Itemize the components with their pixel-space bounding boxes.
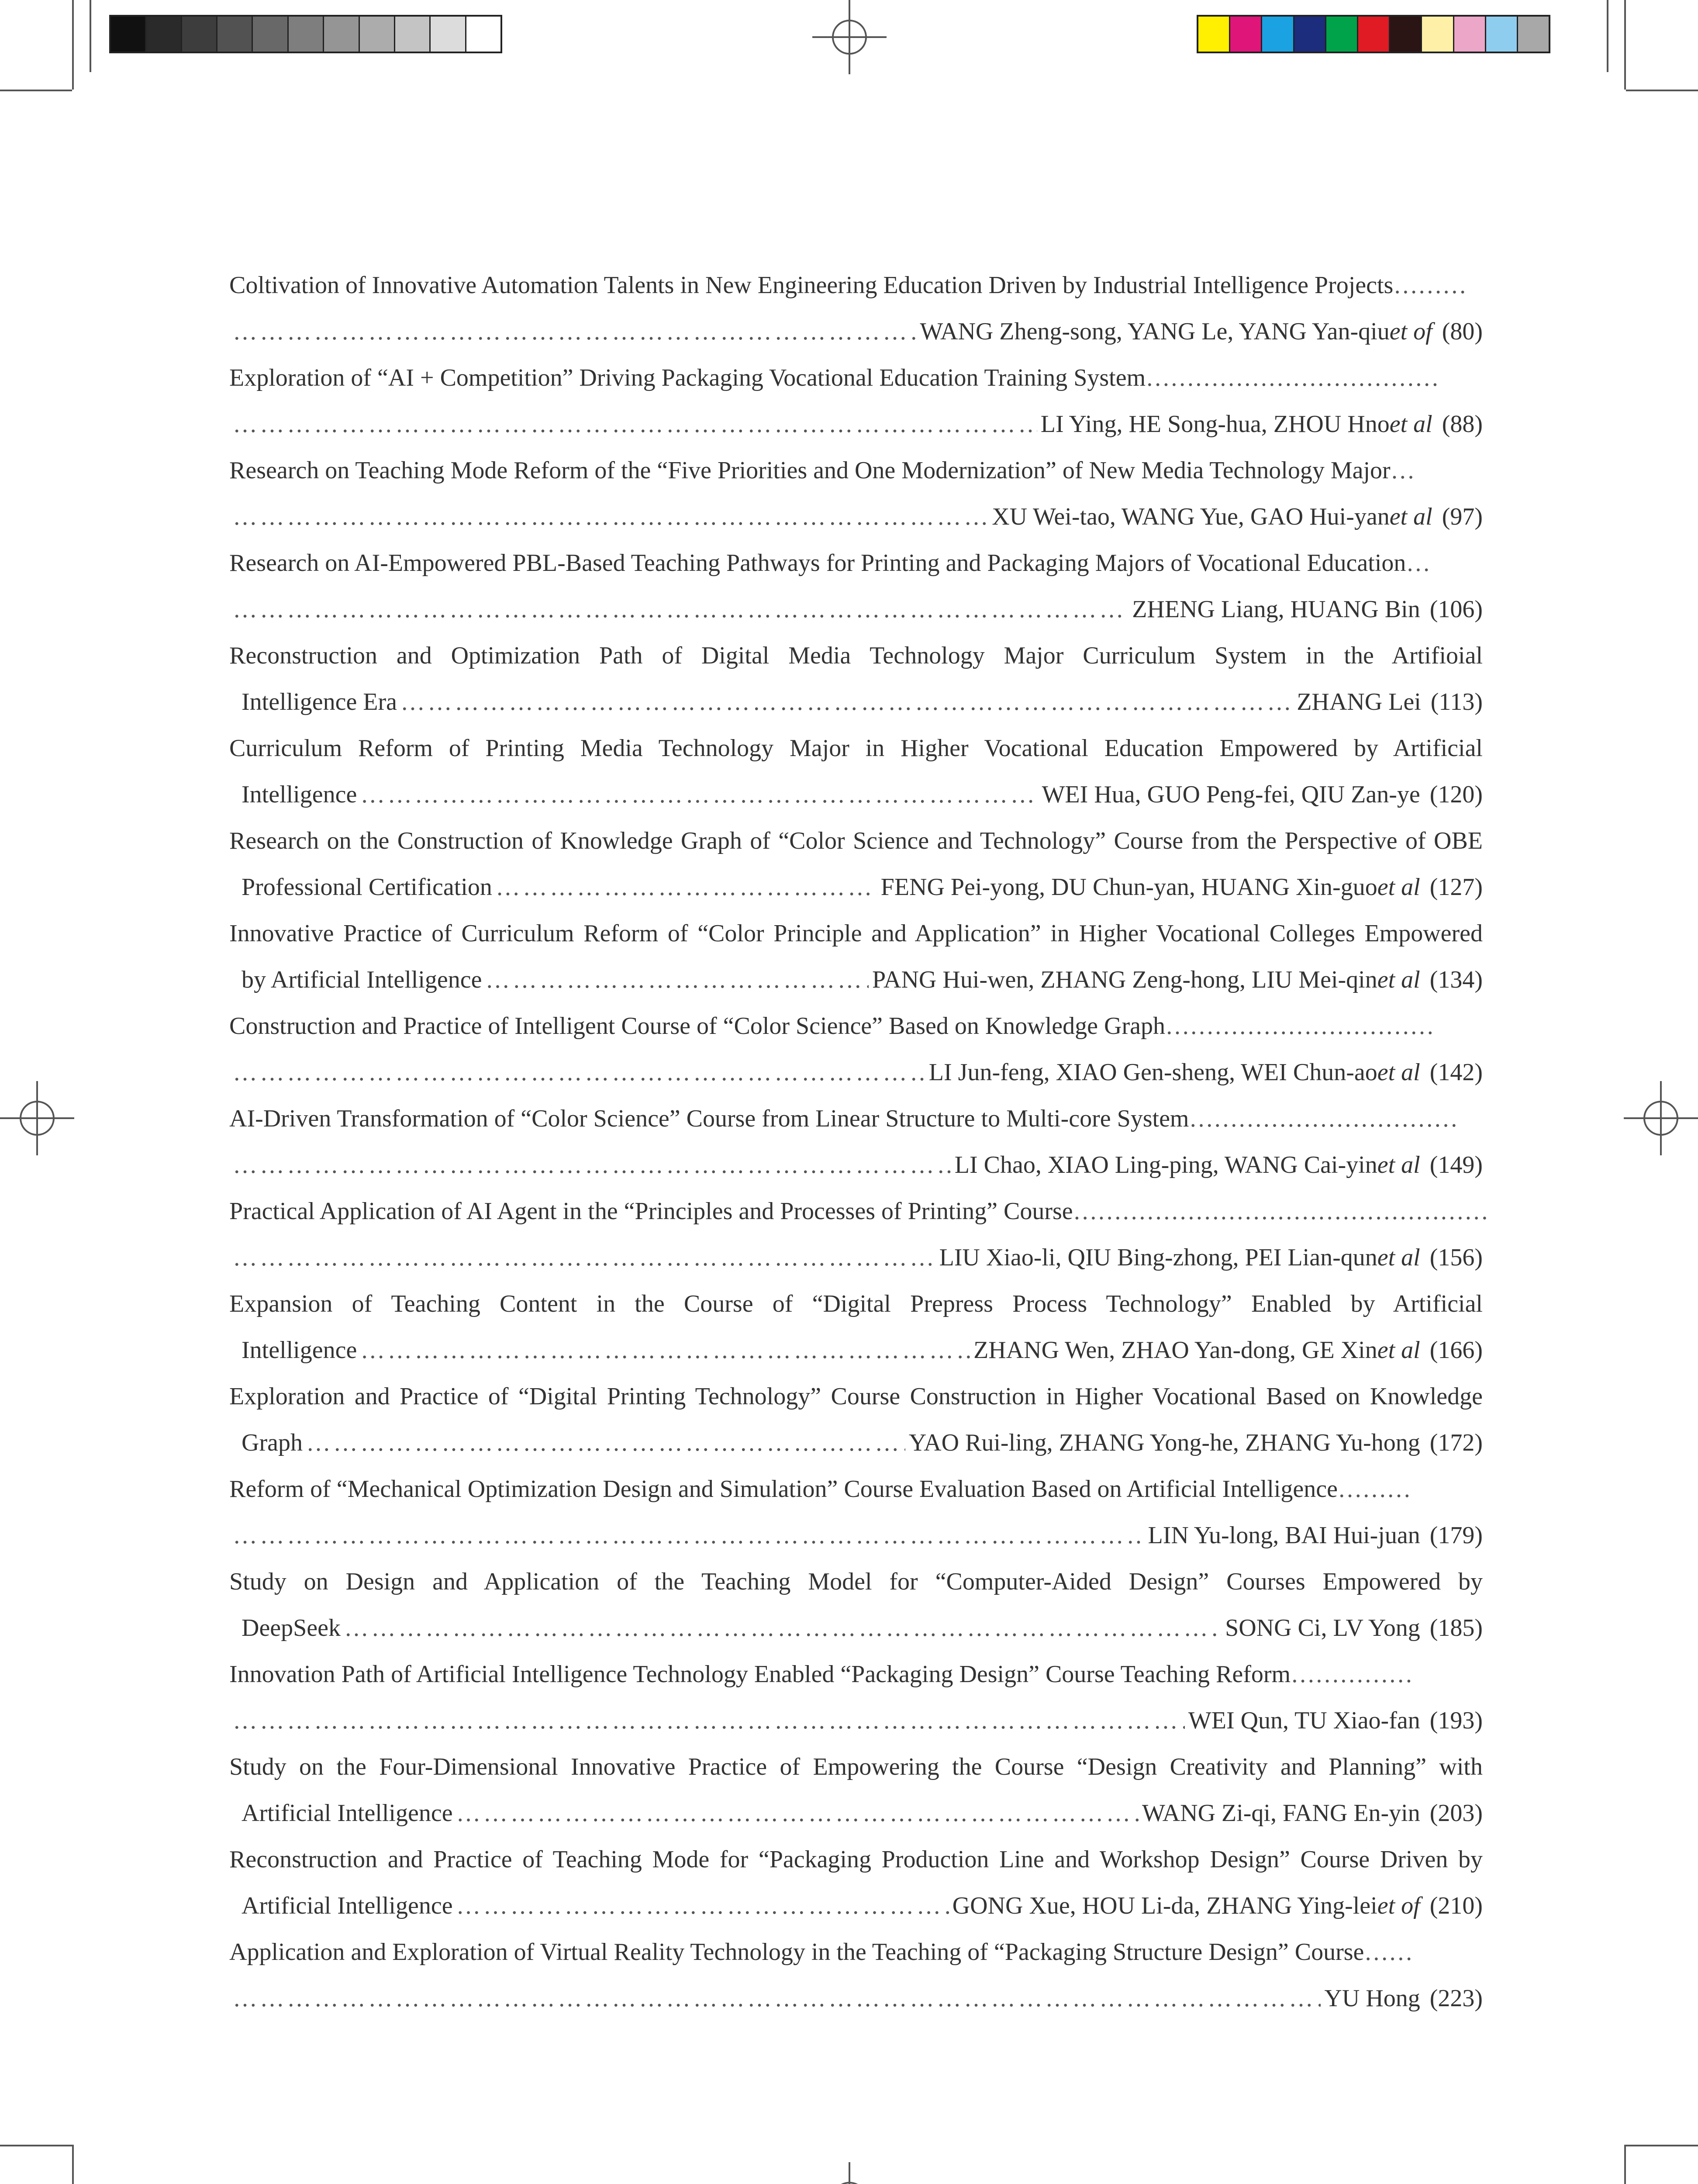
toc-entry-title: Study on the Four-Dimensional Innovative Practice of Empowering the Course “Design Creativity and Planning” with (229, 1753, 1483, 1780)
toc-entry-title-leader: ……………………………… (1146, 364, 1439, 391)
toc-entry-authors: ZHANG Wen, ZHAO Yan-dong, GE Xin (973, 1337, 1377, 1364)
toc-dot-leader (360, 1327, 970, 1373)
toc-entry-title: Application and Exploration of Virtual Reality Technology in the Teaching of “Packaging Structure Design” Course (229, 1939, 1364, 1966)
toc-entry-etal: et al (1377, 1059, 1420, 1086)
toc-entry-authors: ZHANG Lei (1297, 688, 1421, 715)
toc-entry-authors: YU Hong (1324, 1985, 1420, 2012)
toc-entry-title: Curriculum Reform of Printing Media Technology Major in Higher Vocational Education Empowered by Artificial (229, 735, 1483, 762)
toc-entry-page-number: (203) (1429, 1800, 1483, 1827)
crop-mark (1626, 90, 1698, 91)
toc-entry-authors: LI Ying, HE Song-hua, ZHOU Hno (1040, 411, 1390, 438)
crop-mark (1626, 2145, 1698, 2146)
toc-entry (229, 262, 1483, 355)
toc-entry-title-continuation: Artificial Intelligence (242, 1892, 453, 1919)
toc-entry-title: Reconstruction and Practice of Teaching Mode for “Packaging Production Line and Workshop Design” Course Driven by (229, 1846, 1483, 1873)
toc-entry-page-number: (80) (1442, 318, 1483, 345)
toc-entry (229, 540, 1483, 632)
toc-entry (229, 1095, 1483, 1188)
toc-entry (229, 1281, 1483, 1373)
toc-entry-page-number: (210) (1429, 1892, 1483, 1919)
toc-entry-page-number: (172) (1429, 1429, 1483, 1456)
calibration-swatch (182, 17, 217, 52)
toc-dot-leader (456, 1883, 949, 1929)
toc-entry-title: Reconstruction and Optimization Path of Digital Media Technology Major Curriculum System in the Artifioial (229, 642, 1483, 669)
toc-dot-leader (400, 679, 1293, 725)
toc-entry-page-number: (166) (1429, 1337, 1483, 1364)
crop-mark (1624, 2145, 1626, 2184)
toc-entry-etal: et al (1389, 411, 1432, 438)
toc-entry (229, 1188, 1489, 1281)
calibration-swatch (466, 17, 500, 52)
toc-entry-title: AI-Driven Transformation of “Color Science” Course from Linear Structure to Multi-core System (229, 1105, 1189, 1132)
toc-entry-title: Research on the Construction of Knowledge Graph of “Color Science and Technology” Course from the Perspective of OBE (229, 827, 1483, 854)
toc-entry (229, 1929, 1483, 2022)
toc-entry-title: Innovation Path of Artificial Intelligence Technology Enabled “Packaging Design” Course Teaching Reform (229, 1661, 1291, 1688)
calibration-swatch (360, 17, 395, 52)
toc-entry-authors: WEI Hua, GUO Peng-fei, QIU Zan-ye (1042, 781, 1420, 808)
calibration-swatch (253, 17, 288, 52)
toc-entry-authors: WANG Zi-qi, FANG En-yin (1142, 1800, 1420, 1827)
toc-dot-leader (456, 1790, 1139, 1836)
toc-entry-title-leader: …………………………………………… (1073, 1198, 1489, 1225)
crop-mark (72, 2145, 74, 2184)
toc-dot-leader (233, 494, 988, 540)
toc-entry-title-continuation: by Artificial Intelligence (242, 966, 482, 993)
registration-mark-left (0, 1081, 74, 1155)
toc-entry (229, 355, 1483, 447)
toc-dot-leader (233, 1142, 951, 1188)
toc-dot-leader (360, 771, 1038, 818)
toc-entry (229, 632, 1483, 725)
toc-entry-page-number: (179) (1429, 1522, 1483, 1549)
toc-entry-authors: GONG Xue, HOU Li-da, ZHANG Ying-lei (952, 1892, 1377, 1919)
crop-mark (0, 90, 72, 91)
toc-entry-title-continuation: Intelligence (242, 781, 357, 808)
toc-dot-leader (233, 1234, 936, 1281)
toc-entry (229, 1744, 1483, 1836)
toc-dot-leader (485, 957, 869, 1003)
toc-entry-etal: et of (1377, 1892, 1420, 1919)
toc-entry (229, 818, 1483, 910)
toc-entry-title-leader: …………………………… (1165, 1013, 1434, 1040)
toc-entry-title-leader: ……… (1393, 272, 1467, 299)
toc-dot-leader (233, 1697, 1185, 1744)
toc-entry-title: Exploration of “AI + Competition” Driving Packaging Vocational Education Training System (229, 364, 1146, 391)
toc-entry-title-leader: …………… (1291, 1661, 1413, 1688)
calibration-swatch (1518, 17, 1549, 52)
toc-entry (229, 1559, 1483, 1651)
toc-entry-title-continuation: Graph (242, 1429, 303, 1456)
toc-entry-authors: YAO Rui-ling, ZHANG Yong-he, ZHANG Yu-hong (908, 1429, 1420, 1456)
calibration-swatch (1390, 17, 1422, 52)
toc-entry (229, 1836, 1483, 1929)
toc-entry-title: Coltivation of Innovative Automation Talents in New Engineering Education Driven by Industrial Intelligence Projects (229, 272, 1394, 299)
toc-entry-title-continuation: Intelligence Era (242, 688, 397, 715)
calibration-swatch (1326, 17, 1358, 52)
calibration-swatch (1262, 17, 1294, 52)
toc-entry-title-continuation: Artificial Intelligence (242, 1800, 453, 1827)
toc-entry-etal: et al (1377, 966, 1420, 993)
calibration-swatch (1294, 17, 1326, 52)
crop-mark (72, 0, 74, 90)
toc-entry-title-continuation: DeepSeek (242, 1614, 341, 1641)
toc-entry (229, 725, 1483, 818)
calibration-swatch (1486, 17, 1518, 52)
toc-entry-authors: SONG Ci, LV Yong (1225, 1614, 1420, 1641)
crop-mark (0, 2145, 72, 2146)
calibration-swatch (217, 17, 253, 52)
toc-dot-leader (233, 1512, 1145, 1559)
calibration-swatch (111, 17, 146, 52)
toc-entry-authors: XU Wei-tao, WANG Yue, GAO Hui-yan (992, 503, 1390, 530)
toc-entry-page-number: (193) (1429, 1707, 1483, 1734)
toc-entry-page-number: (127) (1429, 874, 1483, 901)
toc-entry-authors: WANG Zheng-song, YANG Le, YANG Yan-qiu (920, 318, 1390, 345)
crop-mark (90, 0, 91, 72)
toc-dot-leader (233, 401, 1037, 447)
toc-entry (229, 1373, 1483, 1466)
toc-entry-title-leader: ……… (1337, 1476, 1411, 1503)
crop-mark (1624, 0, 1626, 90)
toc-dot-leader (306, 1420, 905, 1466)
toc-entry-authors: LIU Xiao-li, QIU Bing-zhong, PEI Lian-qun (939, 1244, 1377, 1271)
toc-entry-title: Study on Design and Application of the Teaching Model for “Computer-Aided Design” Courses Empowered by (229, 1568, 1483, 1595)
toc-entry-title: Research on Teaching Mode Reform of the “Five Priorities and One Modernization” of New Media Technology Major (229, 457, 1391, 484)
color-calibration-bar (1197, 15, 1550, 53)
toc-entry-authors: FENG Pei-yong, DU Chun-yan, HUANG Xin-guo (880, 874, 1377, 901)
toc-entry-page-number: (223) (1429, 1985, 1483, 2012)
toc-dot-leader (233, 308, 916, 355)
toc-entry-title-continuation: Professional Certification (242, 874, 492, 901)
toc-dot-leader (496, 864, 877, 910)
toc-entry-page-number: (142) (1429, 1059, 1483, 1086)
toc-entry-page-number: (156) (1429, 1244, 1483, 1271)
toc-entry (229, 1003, 1483, 1095)
toc-entry-authors: ZHENG Liang, HUANG Bin (1132, 596, 1420, 623)
toc-entry-page-number: (106) (1429, 596, 1483, 623)
toc-entry (229, 447, 1483, 540)
toc-dot-leader (233, 1049, 925, 1095)
toc-entry-title: Construction and Practice of Intelligent Course of “Color Science” Based on Knowledge Graph (229, 1013, 1165, 1040)
toc-entry-authors: LI Jun-feng, XIAO Gen-sheng, WEI Chun-ao (928, 1059, 1377, 1086)
calibration-swatch (146, 17, 182, 52)
toc-entry-etal: et al (1377, 874, 1420, 901)
toc-entry-title-leader: … (1390, 457, 1415, 484)
toc-entry (229, 910, 1483, 1003)
toc-dot-leader (344, 1605, 1222, 1651)
toc-entry-authors: WEI Qun, TU Xiao-fan (1188, 1707, 1420, 1734)
toc-entry-title: Innovative Practice of Curriculum Reform of “Color Principle and Application” in Higher Vocational Colleges Empowered (229, 920, 1483, 947)
toc-entry-page-number: (120) (1429, 781, 1483, 808)
calibration-swatch (1230, 17, 1262, 52)
registration-mark-right (1624, 1081, 1698, 1155)
toc-entry-page-number: (88) (1442, 411, 1483, 438)
toc-dot-leader (233, 1975, 1321, 2022)
calibration-swatch (1422, 17, 1454, 52)
toc-entry-title: Practical Application of AI Agent in the “Principles and Processes of Printing” Course (229, 1198, 1073, 1225)
toc-entry-title-leader: … (1406, 549, 1431, 577)
calibration-swatch (1198, 17, 1230, 52)
registration-mark-top (812, 0, 887, 74)
toc-entry-page-number: (97) (1442, 503, 1483, 530)
toc-entry-etal: et al (1377, 1337, 1420, 1364)
toc-entry-page-number: (149) (1429, 1151, 1483, 1178)
toc-entry-etal: et of (1389, 318, 1432, 345)
toc-entry-title: Reform of “Mechanical Optimization Design and Simulation” Course Evaluation Based on Artificial Intelligence (229, 1476, 1338, 1503)
toc-entry-etal: et al (1377, 1151, 1420, 1178)
calibration-swatch (289, 17, 324, 52)
calibration-swatch (395, 17, 431, 52)
toc-entry-title: Expansion of Teaching Content in the Course of “Digital Prepress Process Technology” Enabled by Artificial (229, 1290, 1483, 1317)
toc-entry-authors: LI Chao, XIAO Ling-ping, WANG Cai-yin (954, 1151, 1377, 1178)
toc-entry-title-continuation: Intelligence (242, 1337, 357, 1364)
toc-entry-title: Research on AI-Empowered PBL-Based Teaching Pathways for Printing and Packaging Majors of Vocational Education (229, 549, 1406, 577)
toc-entry-title-leader: …………………………… (1189, 1105, 1458, 1132)
toc-entry-page-number: (134) (1429, 966, 1483, 993)
toc-entry-title-leader: …… (1364, 1939, 1413, 1966)
toc-entry-page-number: (185) (1429, 1614, 1483, 1641)
grayscale-calibration-bar (109, 15, 502, 53)
toc-entry-authors: PANG Hui-wen, ZHANG Zeng-hong, LIU Mei-qin (872, 966, 1377, 993)
registration-mark-bottom (812, 2162, 887, 2184)
calibration-swatch (1454, 17, 1486, 52)
toc-entry (229, 1651, 1483, 1744)
toc-dot-leader (233, 586, 1129, 632)
calibration-swatch (1358, 17, 1390, 52)
table-of-contents (229, 262, 1489, 2022)
calibration-swatch (324, 17, 359, 52)
crop-mark (1607, 0, 1608, 72)
toc-entry-etal: et al (1377, 1244, 1420, 1271)
toc-entry-page-number: (113) (1430, 688, 1483, 715)
toc-entry (229, 1466, 1483, 1559)
calibration-swatch (431, 17, 466, 52)
toc-entry-title: Exploration and Practice of “Digital Printing Technology” Course Construction in Higher Vocational Based on Knowledge (229, 1383, 1483, 1410)
toc-entry-etal: et al (1389, 503, 1432, 530)
toc-entry-authors: LIN Yu-long, BAI Hui-juan (1148, 1522, 1420, 1549)
